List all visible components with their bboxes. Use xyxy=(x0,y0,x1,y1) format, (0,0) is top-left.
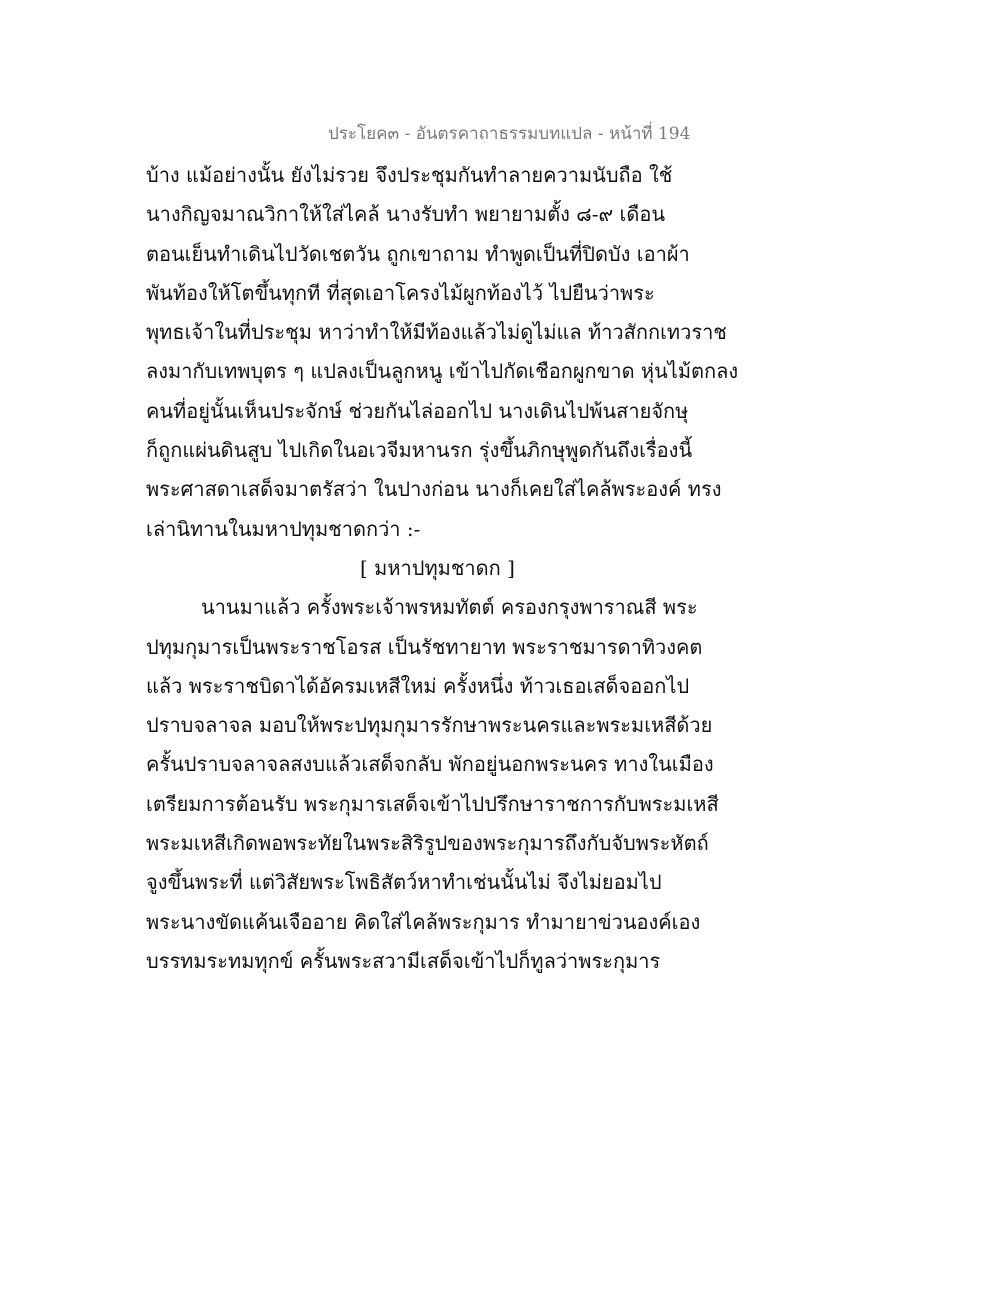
text-line: พระนางขัดแค้นเจืออาย คิดใส่ไคล้พระกุมาร ทำมายาข่วนองค์เอง xyxy=(146,909,701,934)
text-line: เล่านิทานในมหาปทุมชาดกว่า :- xyxy=(146,516,421,541)
text-line: พุทธเจ้าในที่ประชุม หาว่าทำให้มีท้องแล้วไม่ดูไม่แล ท้าวสักกเทวราช xyxy=(146,320,727,345)
text-line: พระศาสดาเสด็จมาตรัสว่า ในปางก่อน นางก็เคยใส่ไคล้พระองค์ ทรง xyxy=(146,477,722,502)
text-line: ปราบจลาจล มอบให้พระปทุมกุมารรักษาพระนครและพระมเหสีด้วย xyxy=(146,713,713,738)
text-line: จูงขึ้นพระที่ แต่วิสัยพระโพธิสัตว์หาทำเช่นนั้นไม่ จึงไม่ยอมไป xyxy=(146,870,662,895)
text-line: ตอนเย็นทำเดินไปวัดเชตวัน ถูกเขาถาม ทำพูดเป็นที่ปิดบัง เอาผ้า xyxy=(146,241,690,266)
text-line: แล้ว พระราชบิดาได้อัครมเหสีใหม่ ครั้งหนึ่ง ท้าวเธอเสด็จออกไป xyxy=(146,673,690,698)
page-body xyxy=(146,156,746,981)
text-line: ก็ถูกแผ่นดินสูบ ไปเกิดในอเวจีมหานรก รุ่งขึ้นภิกษุพูดกันถึงเรื่องนี้ xyxy=(146,438,693,463)
text-line: ลงมากับเทพบุตร ๆ แปลงเป็นลูกหนู เข้าไปกัดเชือกผูกขาด หุ่นไม้ตกลง xyxy=(146,359,739,384)
text-line: เตรียมการต้อนรับ พระกุมารเสด็จเข้าไปปรึกษาราชการกับพระมเหสี xyxy=(146,791,719,816)
text-line: ครั้นปราบจลาจลสงบแล้วเสด็จกลับ พักอยู่นอกพระนคร ทางในเมือง xyxy=(146,752,714,777)
text-line: ปทุมกุมารเป็นพระราชโอรส เป็นรัชทายาท พระราชมารดาทิวงคต xyxy=(146,634,703,659)
text-line: คนที่อยู่นั้นเห็นประจักษ์ ช่วยกันไล่ออกไป นางเดินไปพ้นสายจักษุ xyxy=(146,398,689,423)
text-line: พันท้องให้โตขึ้นทุกที ที่สุดเอาโครงไม้ผูกท้องไว้ ไปยืนว่าพระ xyxy=(146,280,655,305)
section-title: [ มหาปทุมชาดก ] xyxy=(360,555,515,580)
text-line: พระมเหสีเกิดพอพระทัยในพระสิริรูปของพระกุมารถึงกับจับพระหัตถ์ xyxy=(146,831,709,856)
text-line: บ้าง แม้อย่างนั้น ยังไม่รวย จึงประชุมกันทำลายความนับถือ ใช้ xyxy=(146,163,673,187)
page-header: ประโยค๓ - อันตรคาถาธรรมบทแปล - หน้าที่ 194 xyxy=(328,124,691,144)
text-line: นานมาแล้ว ครั้งพระเจ้าพรหมทัตต์ ครองกรุงพาราณสี พระ xyxy=(201,595,698,620)
text-line: นางกิญจมาณวิกาให้ใส่ไคล้ นางรับทำ พยายามตั้ง ๘-๙ เดือน xyxy=(146,202,666,227)
text-line: บรรทมระทมทุกข์ ครั้นพระสวามีเสด็จเข้าไปก็ทูลว่าพระกุมาร xyxy=(146,948,661,973)
